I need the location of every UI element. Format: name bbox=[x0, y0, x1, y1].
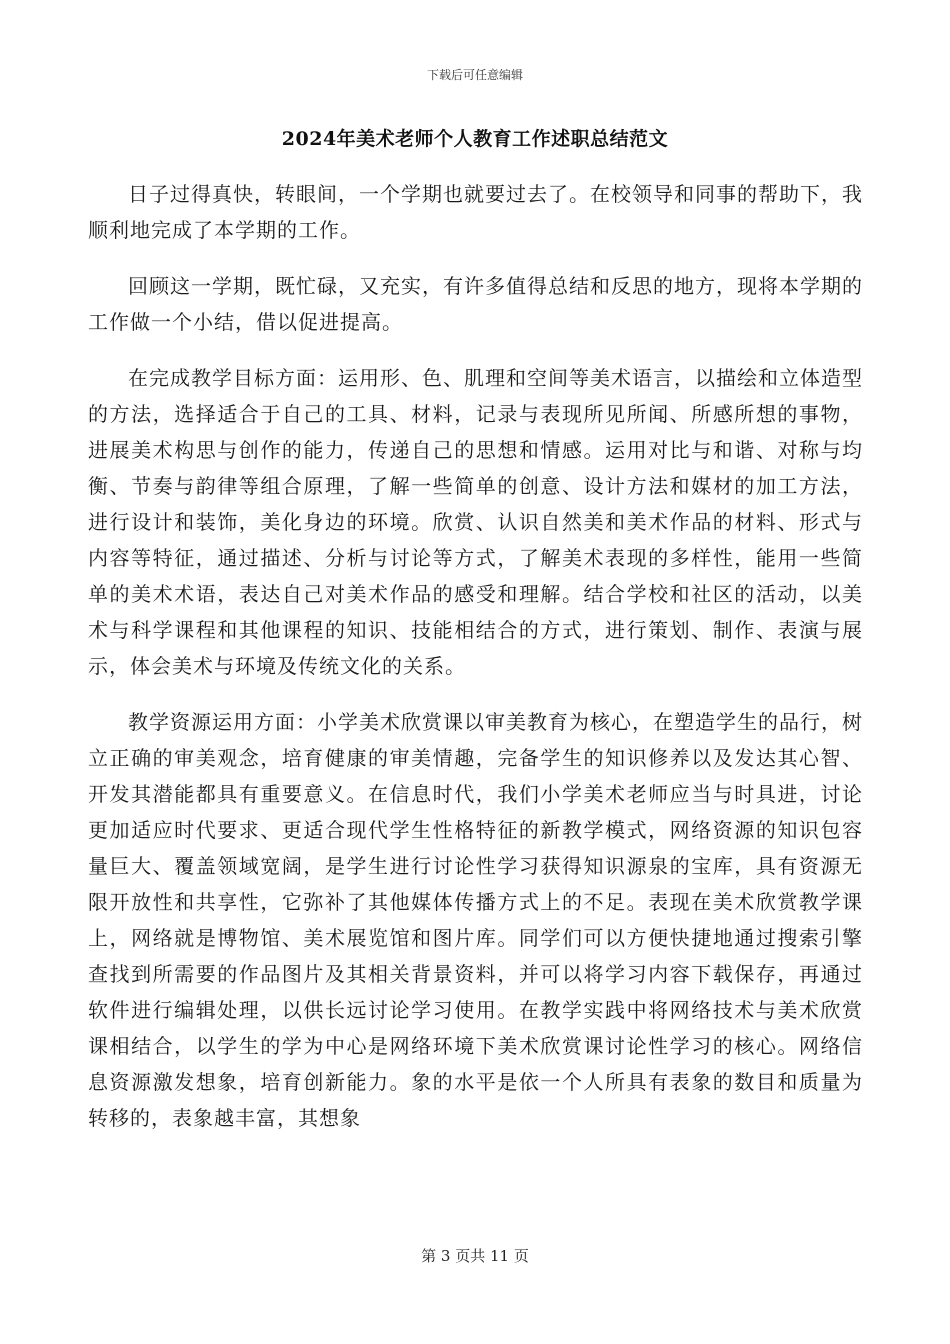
document-title: 2024年美术老师个人教育工作述职总结范文 bbox=[281, 128, 669, 150]
document-body bbox=[88, 176, 863, 1156]
paragraph-intro: 日子过得真快，转眼间，一个学期也就要过去了。在校领导和同事的帮助下，我顺利地完成了本学期的工作。 bbox=[88, 182, 863, 242]
page-header-note: 下载后可任意编辑 bbox=[426, 68, 523, 82]
paragraph-review: 回顾这一学期，既忙碌，又充实，有许多值得总结和反思的地方，现将本学期的工作做一个小结，借以促进提高。 bbox=[88, 274, 863, 334]
page-number: 第 3 页共 11 页 bbox=[421, 1247, 529, 1265]
paragraph-teaching-goals: 在完成教学目标方面：运用形、色、肌理和空间等美术语言，以描绘和立体造型的方法，选择适合于自己的工具、材料，记录与表现所见所闻、所感所想的事物，进展美术构思与创作的能力，传递自己的思想和情感。运用对比与和谐、对称与均衡、节奏与韵律等组合原理，了解一些简单的创意、设计方法和媒材的加工方法，进行设计和装饰，美化身边的环境。欣赏、认识自然美和美术作品的材料、形式与内容等特征，通过描述、分析与讨论等方式，了解美术表现的多样性，能用一些简单的美术术语，表达自己对美术作品的感受和理解。结合学校和社区的活动，以美术与科学课程和其他课程的知识、技能相结合的方式，进行策划、制作、表演与展示，体会美术与环境及传统文化的关系。 bbox=[88, 366, 863, 678]
paragraph-teaching-resources: 教学资源运用方面：小学美术欣赏课以审美教育为核心，在塑造学生的品行，树立正确的审美观念，培育健康的审美情趣，完备学生的知识修养以及发达其心智、开发其潜能都具有重要意义。在信息时代，我们小学美术老师应当与时具进，讨论更加适应时代要求、更适合现代学生性格特征的新教学模式，网络资源的知识包容量巨大、覆盖领域宽阔，是学生进行讨论性学习获得知识源泉的宝库，具有资源无限开放性和共享性，它弥补了其他媒体传播方式上的不足。表现在美术欣赏教学课上，网络就是博物馆、美术展览馆和图片库。同学们可以方便快捷地通过搜索引擎查找到所需要的作品图片及其相关背景资料，并可以将学习内容下载保存，再通过软件进行编辑处理，以供长远讨论学习使用。在教学实践中将网络技术与美术欣赏课相结合，以学生的学为中心是网络环境下美术欣赏课讨论性学习的核心。网络信息资源激发想象，培育创新能力。象的水平是依一个人所具有表象的数目和质量为转移的，表象越丰富，其想象 bbox=[88, 710, 863, 1130]
